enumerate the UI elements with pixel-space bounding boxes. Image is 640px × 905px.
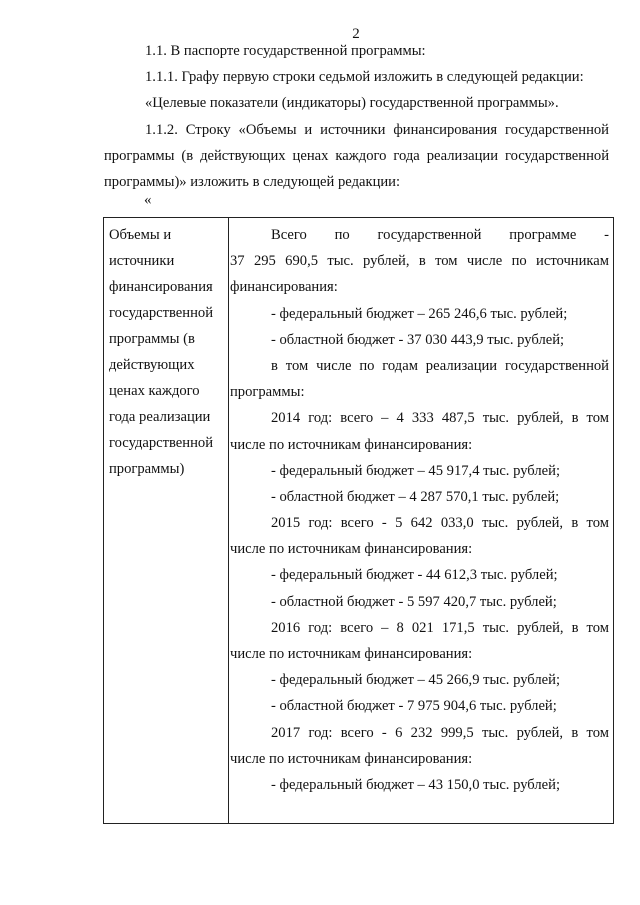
- paragraph-1-1-1: 1.1.1. Графу первую строки седьмой изложить в следующей редакции:: [145, 69, 584, 85]
- content-line: - областной бюджет - 7 975 904,6 тыс. рублей;: [271, 698, 557, 715]
- label-line: программы): [109, 461, 185, 477]
- passport-table: [103, 217, 614, 824]
- content-line: - федеральный бюджет – 45 917,4 тыс. рублей;: [271, 462, 560, 479]
- label-line: программы (в: [109, 331, 195, 347]
- label-line: ценах каждого: [109, 383, 200, 399]
- paragraph-1-1-2-line3: программы)» изложить в следующей редакции:: [104, 174, 401, 190]
- content-line: - федеральный бюджет – 265 246,6 тыс. рублей;: [271, 305, 568, 322]
- content-line: 37 295 690,5 тыс. рублей, в том числе по источникам: [230, 253, 609, 270]
- content-line: - федеральный бюджет - 44 612,3 тыс. рублей;: [271, 567, 558, 584]
- content-line: 2016 год: всего – 8 021 171,5 тыс. рублей, в том: [271, 619, 609, 636]
- table-content-column: [230, 222, 609, 798]
- content-line: - федеральный бюджет – 45 266,9 тыс. рублей;: [271, 672, 560, 689]
- content-line: - областной бюджет - 37 030 443,9 тыс. рублей;: [271, 331, 565, 348]
- open-quote-mark: «: [144, 192, 152, 208]
- content-line: числе по источникам финансирования:: [230, 541, 473, 558]
- content-line: числе по источникам финансирования:: [230, 750, 473, 767]
- label-line: источники: [109, 253, 175, 269]
- label-line: государственной: [109, 435, 214, 451]
- label-line: Объемы и: [109, 227, 172, 243]
- label-line: года реализации: [109, 409, 211, 425]
- paragraph-1-1: 1.1. В паспорте государственной программы:: [145, 43, 426, 59]
- content-line: 2015 год: всего - 5 642 033,0 тыс. рублей, в том: [271, 515, 609, 532]
- content-line: в том числе по годам реализации государственной: [271, 357, 609, 374]
- content-line: - областной бюджет – 4 287 570,1 тыс. рублей;: [271, 488, 560, 505]
- paragraph-quote-title: «Целевые показатели (индикаторы) государственной программы».: [145, 95, 559, 111]
- content-line: 2014 год: всего – 4 333 487,5 тыс. рублей, в том: [271, 410, 609, 427]
- label-line: финансирования: [109, 279, 213, 295]
- paragraph-1-1-2-line2: программы (в действующих ценах каждого года реализации государственной: [104, 148, 609, 164]
- content-line: числе по источникам финансирования:: [230, 436, 473, 453]
- content-line: числе по источникам финансирования:: [230, 646, 473, 662]
- content-line: программы:: [230, 384, 305, 401]
- content-line: 2017 год: всего - 6 232 999,5 тыс. рублей, в том: [271, 724, 609, 741]
- content-line: - федеральный бюджет – 43 150,0 тыс. рублей;: [271, 776, 560, 793]
- table-label-column: [104, 218, 229, 823]
- content-line: Всего по государственной программе -: [271, 227, 609, 243]
- paragraph-1-1-2-line1: 1.1.2. Строку «Объемы и источники финансирования государственной: [145, 122, 609, 138]
- content-line: финансирования:: [230, 279, 338, 296]
- content-line: - областной бюджет - 5 597 420,7 тыс. рублей;: [271, 593, 557, 610]
- label-line: государственной: [109, 305, 214, 321]
- label-line: действующих: [109, 357, 195, 373]
- page-number: 2: [352, 26, 360, 42]
